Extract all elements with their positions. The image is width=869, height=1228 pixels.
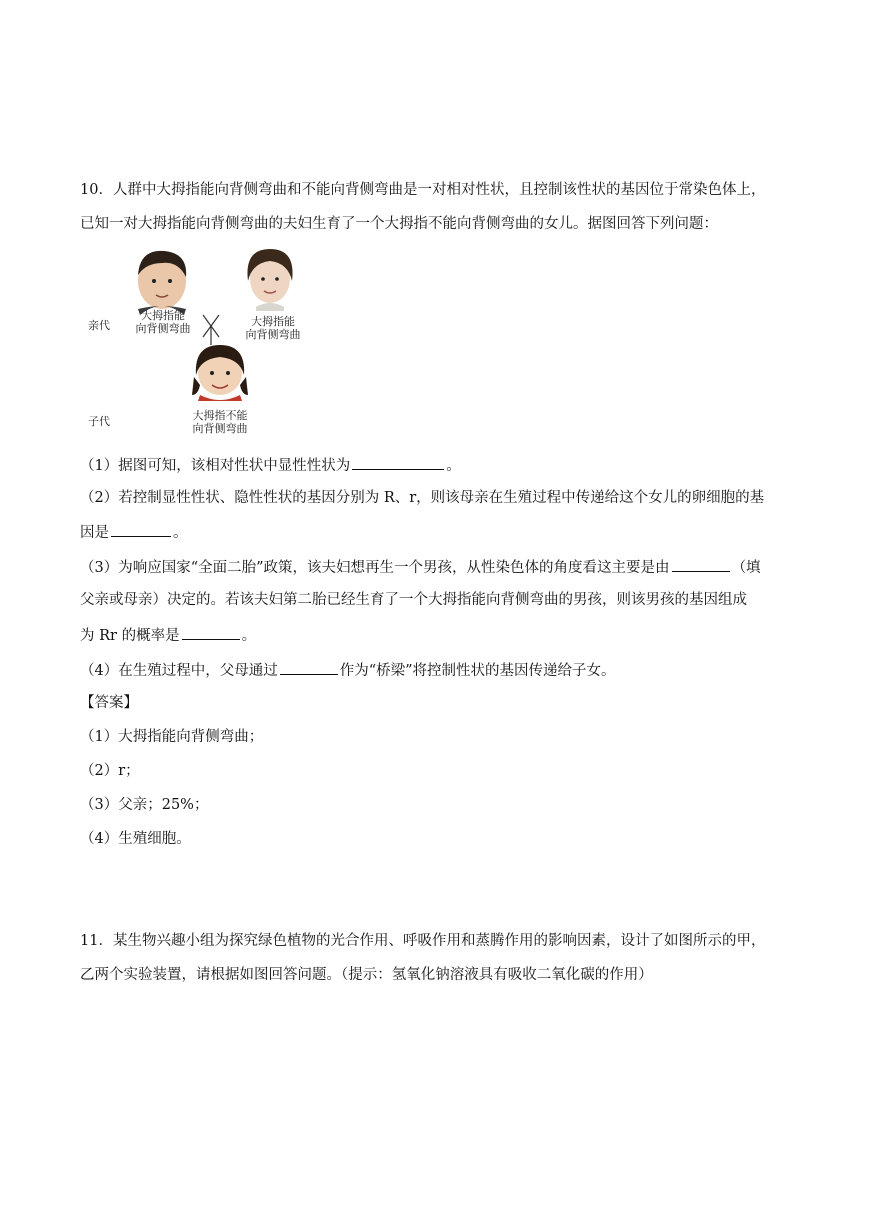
- q10-sub2-end: 。: [173, 525, 188, 541]
- answer-3: （3）父亲；25%；: [80, 797, 209, 813]
- child-caption-line2: 向背侧弯曲: [192, 422, 248, 435]
- mother-portrait: [247, 249, 292, 311]
- child-caption-line1: 大拇指不能: [192, 409, 248, 422]
- cross-symbol: [203, 315, 219, 345]
- mother-caption-line1: 大拇指能: [251, 315, 295, 328]
- q10-sub3-line2: 父亲或母亲）决定的。若该夫妇第二胎已经生育了一个大拇指能向背侧弯曲的男孩，则该男孩的基因组成: [80, 592, 747, 608]
- q10-sub4-end: 作为“桥梁”将控制性状的基因传递给子女。: [339, 663, 616, 679]
- child-row-label: 子代: [88, 415, 110, 428]
- q11-stem-line2: 乙两个实验装置，请根据如图回答问题。（提示：氢氧化钠溶液具有吸收二氧化碳的作用）: [80, 967, 653, 983]
- mother-caption-line2: 向背侧弯曲: [245, 328, 301, 341]
- q10-sub4-text: （4）在生殖过程中，父母通过: [80, 663, 278, 679]
- q10-stem-line1: 10．人群中大拇指能向背侧弯曲和不能向背侧弯曲是一对相对性状，且控制该性状的基因位于常染色体上，: [80, 182, 766, 198]
- q10-sub1-blank: [352, 454, 444, 470]
- father-caption-line2: 向背侧弯曲: [135, 322, 191, 335]
- answer-1: （1）大拇指能向背侧弯曲；: [80, 729, 264, 745]
- q10-sub3-text3: 为 Rr 的概率是: [80, 628, 180, 644]
- answer-2: （2）r；: [80, 763, 140, 779]
- q10-sub3-fill-hint: （填: [731, 560, 761, 576]
- q10-sub3-line1: [80, 556, 761, 578]
- father-caption-line1: 大拇指能: [141, 309, 185, 322]
- father-portrait: [138, 251, 186, 315]
- q10-sub3-blank2: [182, 624, 240, 640]
- father-caption: [128, 309, 198, 335]
- q10-sub1-end: 。: [446, 458, 461, 474]
- answer-4: （4）生殖细胞。: [80, 831, 191, 847]
- q10-sub3-end: 。: [241, 628, 257, 644]
- inheritance-figure: [80, 245, 320, 445]
- q10-sub1: [80, 454, 461, 476]
- q10-sub1-text: （1）据图可知，该相对性状中显性性状为: [80, 458, 351, 474]
- q10-sub4-blank: [280, 659, 338, 675]
- q10-sub2-blank: [111, 521, 171, 537]
- parent-row-label: 亲代: [88, 319, 110, 332]
- q10-sub3-line3: [80, 624, 256, 646]
- q10-stem-line2: 已知一对大拇指能向背侧弯曲的夫妇生育了一个大拇指不能向背侧弯曲的女儿。据图回答下列问题：: [80, 216, 718, 232]
- q10-sub3-blank1: [672, 556, 730, 572]
- child-portrait: [192, 345, 248, 401]
- answer-heading: 【答案】: [80, 695, 138, 711]
- q10-sub4: [80, 659, 616, 681]
- q10-sub2-line1: （2）若控制显性性状、隐性性状的基因分别为 R、r，则该母亲在生殖过程中传递给这个女儿的卵细胞的基: [80, 490, 765, 506]
- mother-caption: [238, 315, 308, 341]
- q10-sub2-line2: [80, 521, 188, 543]
- q11-stem-line1: 11．某生物兴趣小组为探究绿色植物的光合作用、呼吸作用和蒸腾作用的影响因素，设计了如图所示的甲，: [80, 933, 766, 949]
- q10-sub3-text: （3）为响应国家“全面二胎”政策，该夫妇想再生一个男孩，从性染色体的角度看这主要是由: [80, 560, 670, 576]
- child-caption: [180, 409, 260, 435]
- q10-sub2-text: 因是: [80, 525, 109, 541]
